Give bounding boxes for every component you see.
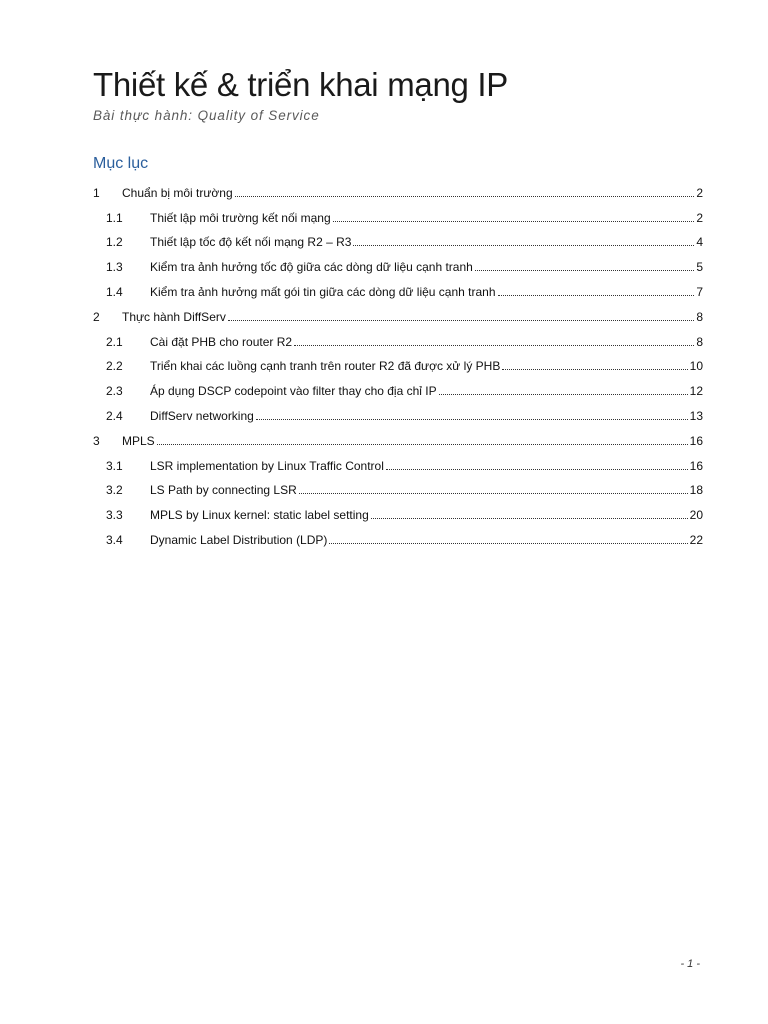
toc-entry-number: 3.2 — [106, 483, 123, 498]
toc-entry-number: 3 — [93, 433, 100, 448]
table-of-contents — [93, 177, 703, 549]
toc-leader-dots — [386, 469, 688, 470]
toc-leader-dots — [475, 270, 694, 271]
toc-entry-number: 1.1 — [106, 210, 123, 225]
toc-entry-number: 2 — [93, 309, 100, 324]
toc-entry-1-1[interactable] — [93, 202, 703, 227]
toc-entry-page[interactable]: 4 — [696, 235, 703, 250]
toc-entry-2-3[interactable] — [93, 375, 703, 400]
toc-entry-title[interactable]: Chuẩn bị môi trường — [122, 185, 233, 200]
toc-leader-dots — [294, 345, 694, 346]
toc-entry-2-2[interactable] — [93, 351, 703, 376]
document-subtitle: Bài thực hành: Quality of Service — [93, 108, 320, 123]
toc-entry-3[interactable] — [93, 425, 703, 450]
toc-leader-dots — [371, 518, 688, 519]
toc-entry-page[interactable]: 8 — [696, 309, 703, 324]
toc-entry-title[interactable]: Áp dụng DSCP codepoint vào filter thay cho địa chỉ IP — [150, 384, 437, 399]
toc-entry-title[interactable]: MPLS by Linux kernel: static label setting — [150, 508, 369, 523]
toc-leader-dots — [329, 543, 687, 544]
toc-leader-dots — [157, 444, 688, 445]
toc-entry-page[interactable]: 16 — [689, 458, 703, 473]
toc-entry-page[interactable]: 5 — [696, 260, 703, 275]
toc-entry-2[interactable] — [93, 301, 703, 326]
toc-entry-page[interactable]: 2 — [696, 210, 703, 225]
toc-entry-number: 2.4 — [106, 408, 123, 423]
toc-entry-number: 3.4 — [106, 532, 123, 547]
toc-entry-title[interactable]: Triển khai các luồng cạnh tranh trên router R2 đã được xử lý PHB — [150, 359, 501, 374]
toc-entry-title[interactable]: Thiết lập môi trường kết nối mạng — [150, 210, 331, 225]
toc-entry-3-2[interactable] — [93, 475, 703, 500]
toc-entry-page[interactable]: 8 — [696, 334, 703, 349]
toc-entry-1-3[interactable] — [93, 251, 703, 276]
toc-entry-number: 2.1 — [106, 334, 123, 349]
toc-entry-page[interactable]: 20 — [689, 508, 703, 523]
toc-entry-page[interactable]: 13 — [689, 408, 703, 423]
toc-entry-number: 1 — [93, 185, 100, 200]
toc-entry-title[interactable]: Thực hành DiffServ — [122, 309, 226, 324]
toc-entry-title[interactable]: LSR implementation by Linux Traffic Control — [150, 458, 384, 473]
toc-leader-dots — [256, 419, 688, 420]
toc-entry-title[interactable]: DiffServ networking — [150, 408, 254, 423]
toc-entry-number: 1.4 — [106, 284, 123, 299]
toc-entry-number: 2.3 — [106, 384, 123, 399]
toc-entry-number: 2.2 — [106, 359, 123, 374]
toc-leader-dots — [235, 196, 695, 197]
toc-entry-2-1[interactable] — [93, 326, 703, 351]
toc-entry-title[interactable]: Kiểm tra ảnh hưởng tốc độ giữa các dòng dữ liệu cạnh tranh — [150, 260, 473, 275]
toc-entry-page[interactable]: 18 — [689, 483, 703, 498]
toc-leader-dots — [299, 493, 688, 494]
toc-entry-page[interactable]: 7 — [696, 284, 703, 299]
document-title: Thiết kế & triển khai mạng IP — [93, 66, 508, 103]
toc-entry-page[interactable]: 16 — [689, 433, 703, 448]
toc-entry-1-2[interactable] — [93, 227, 703, 252]
toc-leader-dots — [439, 394, 688, 395]
toc-leader-dots — [502, 369, 687, 370]
toc-entry-2-4[interactable] — [93, 400, 703, 425]
toc-entry-1[interactable] — [93, 177, 703, 202]
toc-entry-3-4[interactable] — [93, 524, 703, 549]
toc-leader-dots — [333, 221, 695, 222]
toc-entry-title[interactable]: MPLS — [122, 433, 155, 448]
toc-entry-page[interactable]: 22 — [689, 532, 703, 547]
toc-entry-3-3[interactable] — [93, 499, 703, 524]
toc-entry-number: 1.3 — [106, 260, 123, 275]
toc-heading: Mục lục — [93, 155, 149, 172]
page-number-footer: - 1 - — [680, 958, 700, 970]
toc-entry-number: 3.3 — [106, 508, 123, 523]
toc-entry-title[interactable]: Thiết lập tốc độ kết nối mạng R2 – R3 — [150, 235, 352, 250]
toc-leader-dots — [228, 320, 694, 321]
toc-entry-3-1[interactable] — [93, 450, 703, 475]
toc-entry-page[interactable]: 12 — [689, 384, 703, 399]
toc-entry-title[interactable]: LS Path by connecting LSR — [150, 483, 297, 498]
toc-entry-number: 3.1 — [106, 458, 123, 473]
toc-leader-dots — [353, 245, 694, 246]
toc-entry-title[interactable]: Cài đặt PHB cho router R2 — [150, 334, 293, 349]
toc-entry-number: 1.2 — [106, 235, 123, 250]
toc-entry-1-4[interactable] — [93, 276, 703, 301]
toc-entry-title[interactable]: Dynamic Label Distribution (LDP) — [150, 532, 328, 547]
toc-entry-page[interactable]: 10 — [689, 359, 703, 374]
toc-leader-dots — [498, 295, 695, 296]
toc-entry-title[interactable]: Kiểm tra ảnh hưởng mất gói tin giữa các dòng dữ liệu cạnh tranh — [150, 284, 496, 299]
toc-entry-page[interactable]: 2 — [696, 185, 703, 200]
